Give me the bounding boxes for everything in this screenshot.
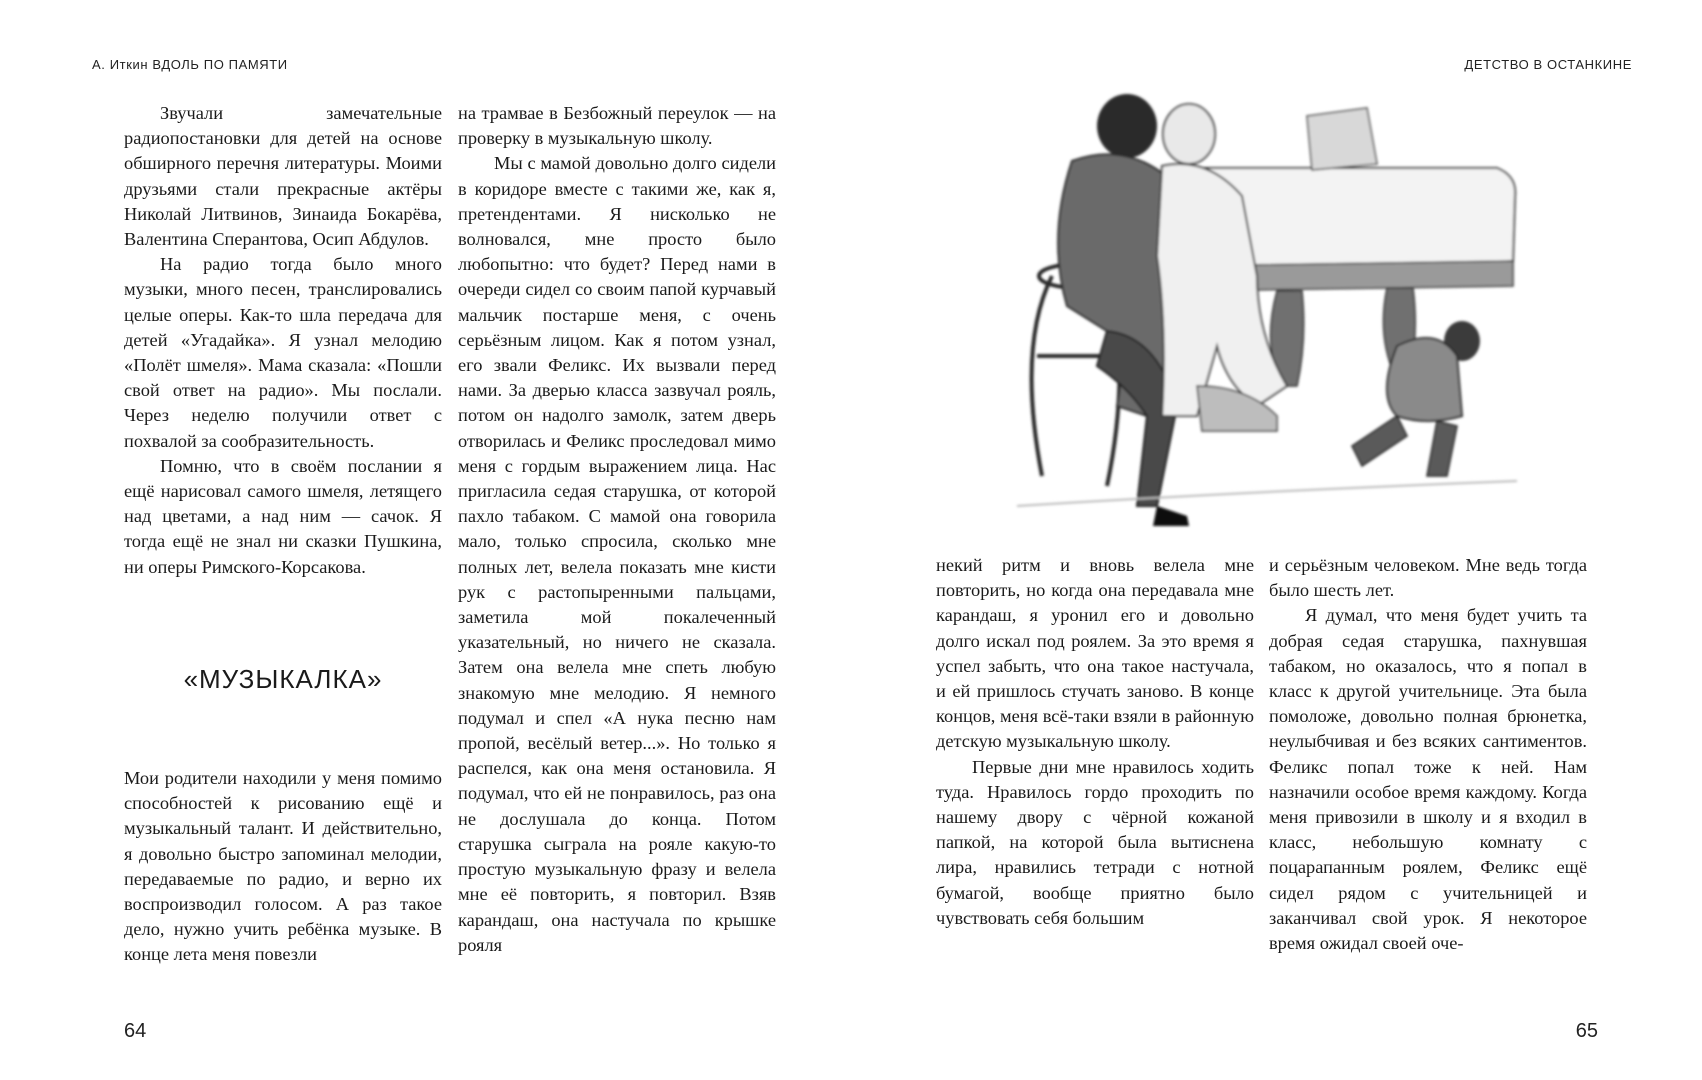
piano-lesson-illustration bbox=[957, 86, 1532, 536]
left-column-1 bbox=[124, 101, 442, 968]
paragraph: на трамвае в Безбожный переулок — на проверку в музыкальную школу. bbox=[458, 103, 776, 149]
right-column-1 bbox=[936, 553, 1254, 931]
section-title: «МУЗЫКАЛКА» bbox=[183, 663, 383, 694]
right-page bbox=[851, 0, 1702, 1080]
page-number-right: 65 bbox=[1575, 1020, 1598, 1042]
page-number-left: 64 bbox=[124, 1020, 147, 1042]
running-head-left: А. Иткин ВДОЛЬ ПО ПАМЯТИ bbox=[92, 57, 288, 72]
paragraph: Мои родители находили у меня помимо способностей к рисованию ещё и музыкальный талант. И действительно, я довольно быстро запоминал мелодии, передаваемые по радио, и верно их воспроизводил голосом. А раз такое дело, нужно учить ребёнка музыке. В конце лета меня повезли bbox=[124, 768, 442, 965]
paragraph: некий ритм и вновь велела мне повторить, но когда она передавала мне карандаш, я уронил его и довольно долго искал под роялем. За это время я успел забыть, что она такое настучала, и ей пришлось стучать заново. В конце концов, меня всё-таки взяли в районную детскую музыкальную школу. bbox=[936, 555, 1254, 752]
paragraph: На радио тогда было много музыки, много песен, транслировались целые оперы. Как-то шла передача для детей «Угадайка». Я узнал мелодию «Полёт шмеля». Мама сказала: «Пошли свой ответ на радио». Мы послали. Через неделю получили ответ с похвалой за сообразительность. bbox=[124, 254, 442, 451]
paragraph: Первые дни мне нравилось ходить туда. Нравилось гордо проходить по нашему двору с чёрной кожаной папкой, на которой была вытиснена лира, нравились тетради с нотной бумагой, вообще приятно было чувствовать себя большим bbox=[936, 756, 1254, 928]
right-column-2 bbox=[1269, 553, 1587, 956]
paragraph: Помню, что в своём послании я ещё нарисовал самого шмеля, летящего над цветами, а над ним — сачок. Я тогда ещё не знал ни сказки Пушкина, ни оперы Римского-Корсакова. bbox=[124, 455, 442, 577]
running-head-right: ДЕТСТВО В ОСТАНКИНЕ bbox=[1464, 57, 1632, 72]
paragraph: и серьёзным человеком. Мне ведь тогда было шесть лет. bbox=[1269, 555, 1587, 601]
paragraph: Звучали замечательные радиопостановки для детей на основе обширного перечня литературы. Моими друзьями стали прекрасные актёры Николай Литвинов, Зинаида Бокарёва, Валентина Сперантова, Осип Абдулов. bbox=[124, 103, 442, 250]
left-column-2 bbox=[458, 101, 776, 958]
paragraph: Мы с мамой довольно долго сидели в коридоре вместе с такими же, как я, претендентами. Я нисколько не волновался, мне просто было любопытно: что будет? Перед нами в очереди сидел со своим папой курчавый мальчик постарше меня, с очень серьёзным лицом. Как я потом узнал, его звали Феликс. Их вызвали перед нами. За дверью класса зазвучал рояль, потом он надолго замолк, затем дверь отворилась и Феликс проследовал мимо меня с гордым выражением лица. Нас пригласила седая старушка, от которой пахло табаком. С мамой она говорила мало, только спросила, сколько мне полных лет, велела показать мне кисти рук с растопыренными пальцами, заметила мой покалеченный указательный, но ничего не сказала. Затем она велела мне спеть любую знакомую мне мелодию. Я немного подумал и спел «А нука песню нам пропой, весёлый ветер...». Но только я распелся, как она меня остановила. Я подумал, что ей не понравилось, раз она не дослушала до конца. Потом старушка сыграла на рояле какую-то простую музыкальную фразу и велела мне её повторить, я повторил. Взяв карандаш, она настучала по крышке рояля bbox=[458, 153, 776, 955]
paragraph: Я думал, что меня будет учить та добрая седая старушка, пахнувшая табаком, но оказалось, что я попал в класс к другой учительнице. Эта была помоложе, довольно полная брюнетка, неулыбчивая и без всяких сантиментов. Феликс попал тоже к ней. Нам назначили особое время каждому. Когда меня привозили в школу и я входил в класс, небольшую комнату с поцарапанным роялем, Феликс ещё сидел рядом с учительницей и заканчивал свой урок. Я некоторое время ожидал своей оче- bbox=[1269, 605, 1587, 954]
